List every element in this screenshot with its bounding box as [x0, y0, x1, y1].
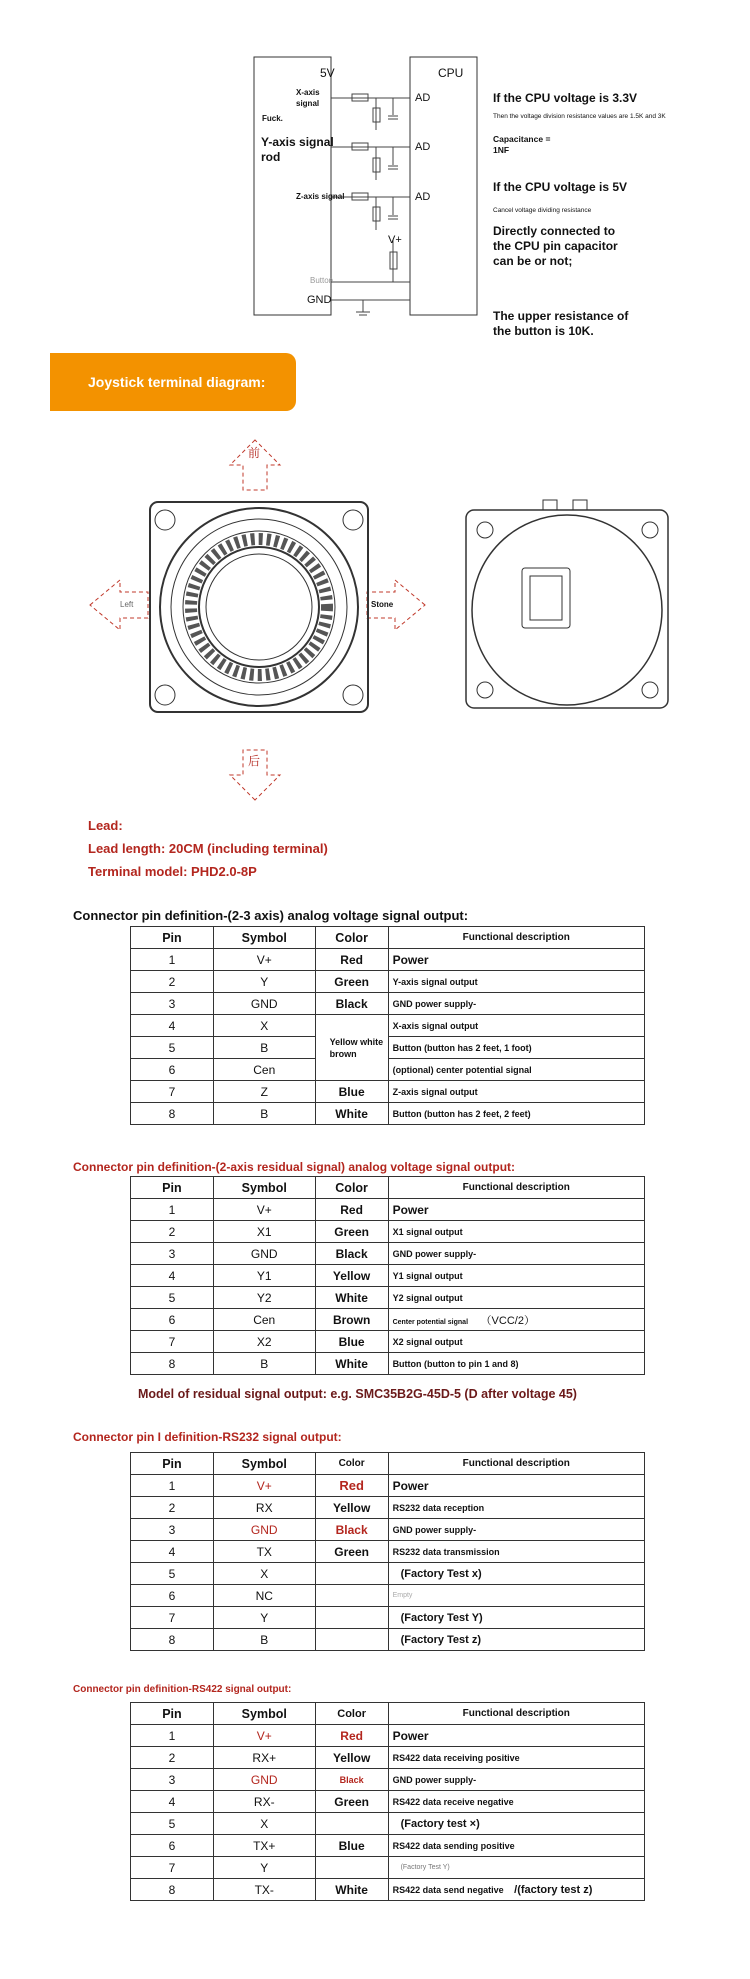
- pin-cell: 3: [131, 1243, 214, 1265]
- table-row: [131, 1769, 645, 1791]
- note-5v-body: Directly connected to the CPU pin capacitor can be or not;: [493, 224, 618, 268]
- pin-cell: 8: [131, 1353, 214, 1375]
- color-cell: Yellow: [315, 1497, 388, 1519]
- table-row: [131, 1353, 645, 1375]
- table-row: [131, 1879, 645, 1901]
- symbol-cell: V+: [213, 1475, 315, 1497]
- symbol-cell: X: [213, 1563, 315, 1585]
- pin-cell: 8: [131, 1103, 214, 1125]
- desc-cell: RS232 data reception: [388, 1497, 644, 1519]
- color-cell: [315, 1857, 388, 1879]
- button-label: Button: [310, 276, 334, 285]
- color-cell: Green: [315, 971, 388, 993]
- desc-cell: Button (button to pin 1 and 8): [388, 1353, 644, 1375]
- symbol-cell: TX: [213, 1541, 315, 1563]
- pin-cell: 8: [131, 1879, 214, 1901]
- table-row: [131, 1497, 645, 1519]
- joystick-diagram-banner: Joystick terminal diagram:: [50, 353, 296, 411]
- pin-cell: 2: [131, 971, 214, 993]
- pin-cell: 5: [131, 1563, 214, 1585]
- table-row: [131, 1015, 645, 1037]
- symbol-cell: NC: [213, 1585, 315, 1607]
- z-axis-label: Z-axis signal: [296, 192, 345, 201]
- desc-cell: GND power supply-: [388, 993, 644, 1015]
- table-row: [131, 1629, 645, 1651]
- header-color: Color: [315, 1177, 388, 1199]
- desc-cell: (Factory Test z): [388, 1629, 644, 1651]
- pin-table-analog-3axis: [130, 926, 645, 1125]
- table-row: [131, 1725, 645, 1747]
- desc-cell: Power: [388, 1475, 644, 1497]
- color-cell: White: [315, 1353, 388, 1375]
- color-cell: Black: [315, 1769, 388, 1791]
- joystick-drawing: [0, 420, 750, 820]
- header-color: Color: [315, 1703, 388, 1725]
- color-cell: Red: [315, 1725, 388, 1747]
- note-3v3-sub: Then the voltage division resistance values are 1.5K and 3K: [493, 113, 666, 120]
- color-cell-merged: Yellow white brown: [315, 1015, 388, 1081]
- header-desc: Functional description: [388, 1453, 644, 1475]
- header-pin: Pin: [131, 1703, 214, 1725]
- table-row: [131, 1813, 645, 1835]
- color-cell: White: [315, 1287, 388, 1309]
- desc-cell: X1 signal output: [388, 1221, 644, 1243]
- desc-text: RS422 data send negative: [392, 1884, 504, 1895]
- pin-cell: 1: [131, 949, 214, 971]
- pin-cell: 6: [131, 1059, 214, 1081]
- desc-cell: (Factory Test Y): [388, 1857, 644, 1879]
- table-row: [131, 1475, 645, 1497]
- desc-cell: Empty: [388, 1585, 644, 1607]
- desc-cell: Power: [388, 1199, 644, 1221]
- note-5v-title: If the CPU voltage is 5V: [493, 180, 628, 194]
- symbol-cell: Y1: [213, 1265, 315, 1287]
- header-desc: Functional description: [388, 1703, 644, 1725]
- pin-cell: 1: [131, 1475, 214, 1497]
- header-color: Color: [315, 1453, 388, 1475]
- color-cell: White: [315, 1103, 388, 1125]
- pin-cell: 5: [131, 1287, 214, 1309]
- symbol-cell: X1: [213, 1221, 315, 1243]
- pin-cell: 5: [131, 1813, 214, 1835]
- desc-cell: GND power supply-: [388, 1243, 644, 1265]
- table-row: [131, 1585, 645, 1607]
- desc-cell: X-axis signal output: [388, 1015, 644, 1037]
- header-desc: Functional description: [388, 927, 644, 949]
- residual-model-note: Model of residual signal output: e.g. SMC35B2G-45D-5 (D after voltage 45): [138, 1387, 577, 1401]
- header-color: Color: [315, 927, 388, 949]
- pin-cell: 1: [131, 1725, 214, 1747]
- ad-label-2: AD: [415, 141, 431, 153]
- color-cell: Brown: [315, 1309, 388, 1331]
- desc-extra: /(factory test z): [514, 1883, 593, 1896]
- symbol-cell: Y: [213, 1607, 315, 1629]
- ad-label-3: AD: [415, 191, 431, 203]
- table-row: [131, 1037, 645, 1059]
- vplus-label: V+: [388, 234, 402, 246]
- pin-cell: 6: [131, 1835, 214, 1857]
- gnd-label: GND: [307, 294, 332, 306]
- pin-cell: 2: [131, 1497, 214, 1519]
- pin-cell: 8: [131, 1629, 214, 1651]
- pin-cell: 7: [131, 1081, 214, 1103]
- color-cell: Black: [315, 1519, 388, 1541]
- symbol-cell: B: [213, 1103, 315, 1125]
- symbol-cell: B: [213, 1353, 315, 1375]
- table-header-row: [131, 1177, 645, 1199]
- symbol-cell: GND: [213, 993, 315, 1015]
- color-cell: Green: [315, 1221, 388, 1243]
- circuit-schematic: [0, 0, 750, 350]
- pin-cell: 7: [131, 1331, 214, 1353]
- table-row: [131, 1563, 645, 1585]
- pin-cell: 4: [131, 1541, 214, 1563]
- header-symbol: Symbol: [213, 927, 315, 949]
- desc-cell: RS422 data receiving positive: [388, 1747, 644, 1769]
- table-row: [131, 1835, 645, 1857]
- desc-cell: Button (button has 2 feet, 1 foot): [388, 1037, 644, 1059]
- header-symbol: Symbol: [213, 1453, 315, 1475]
- color-cell: [315, 1813, 388, 1835]
- ad-label-1: AD: [415, 92, 431, 104]
- symbol-cell: Cen: [213, 1309, 315, 1331]
- symbol-cell: Z: [213, 1081, 315, 1103]
- pin-cell: 4: [131, 1265, 214, 1287]
- right-label: Stone: [371, 600, 394, 609]
- table-row: [131, 1103, 645, 1125]
- label-5v: 5V: [320, 66, 335, 80]
- header-desc: Functional description: [388, 1177, 644, 1199]
- symbol-cell: Y: [213, 971, 315, 993]
- pin-cell: 2: [131, 1747, 214, 1769]
- pin-cell: 6: [131, 1585, 214, 1607]
- table-row: [131, 971, 645, 993]
- color-cell: White: [315, 1879, 388, 1901]
- desc-cell: Y-axis signal output: [388, 971, 644, 993]
- desc-cell: [388, 1309, 644, 1331]
- pin-cell: 2: [131, 1221, 214, 1243]
- desc-cell: Power: [388, 949, 644, 971]
- table4-title: Connector pin definition-RS422 signal output:: [73, 1684, 292, 1695]
- lead-length: Lead length: 20CM (including terminal): [88, 841, 328, 856]
- symbol-cell: Y: [213, 1857, 315, 1879]
- table-row: [131, 1607, 645, 1629]
- desc-cell: RS232 data transmission: [388, 1541, 644, 1563]
- symbol-cell: TX-: [213, 1879, 315, 1901]
- y-axis-label: Y-axis signal rod: [261, 135, 334, 164]
- symbol-cell: TX+: [213, 1835, 315, 1857]
- desc-cell: Y2 signal output: [388, 1287, 644, 1309]
- label-cpu: CPU: [438, 66, 464, 80]
- symbol-cell: X2: [213, 1331, 315, 1353]
- table-row: [131, 1747, 645, 1769]
- table1-title: Connector pin definition-(2-3 axis) analog voltage signal output:: [73, 908, 469, 923]
- desc-cell: GND power supply-: [388, 1769, 644, 1791]
- table-row: [131, 949, 645, 971]
- pin-cell: 6: [131, 1309, 214, 1331]
- color-cell: Red: [315, 1475, 388, 1497]
- table-row: [131, 1541, 645, 1563]
- pin-cell: 7: [131, 1857, 214, 1879]
- color-cell: Red: [315, 949, 388, 971]
- pin-table-analog-residual: [130, 1176, 645, 1375]
- desc-cell: Y1 signal output: [388, 1265, 644, 1287]
- color-cell: [315, 1563, 388, 1585]
- desc-cell: Button (button has 2 feet, 2 feet): [388, 1103, 644, 1125]
- pin-cell: 3: [131, 1519, 214, 1541]
- desc-extra: （VCC/2）: [480, 1314, 535, 1327]
- desc-cell: (Factory Test x): [388, 1563, 644, 1585]
- color-cell: [315, 1629, 388, 1651]
- back-label: 后: [248, 754, 261, 768]
- pin-cell: 7: [131, 1607, 214, 1629]
- symbol-cell: GND: [213, 1519, 315, 1541]
- desc-cell: GND power supply-: [388, 1519, 644, 1541]
- color-cell: Blue: [315, 1835, 388, 1857]
- table-row: [131, 1331, 645, 1353]
- desc-cell: RS422 data sending positive: [388, 1835, 644, 1857]
- desc-text: Center potential signal: [392, 1318, 469, 1326]
- fuck-label: Fuck.: [262, 114, 283, 123]
- pin-cell: 4: [131, 1791, 214, 1813]
- desc-cell: X2 signal output: [388, 1331, 644, 1353]
- color-cell: Blue: [315, 1081, 388, 1103]
- header-pin: Pin: [131, 1177, 214, 1199]
- color-cell: Black: [315, 993, 388, 1015]
- table-row: [131, 1287, 645, 1309]
- pin-table-rs422: [130, 1702, 645, 1901]
- desc-cell: (Factory Test Y): [388, 1607, 644, 1629]
- table-row: [131, 1059, 645, 1081]
- x-axis-label: X-axis signal: [296, 88, 320, 108]
- terminal-model: Terminal model: PHD2.0-8P: [88, 864, 257, 879]
- pin-table-rs232: [130, 1452, 645, 1651]
- table-row: [131, 993, 645, 1015]
- symbol-cell: B: [213, 1629, 315, 1651]
- color-cell: Blue: [315, 1331, 388, 1353]
- symbol-cell: RX: [213, 1497, 315, 1519]
- lead-title: Lead:: [88, 818, 123, 833]
- desc-cell: [388, 1879, 644, 1901]
- note-button-resistance: The upper resistance of the button is 10K.: [493, 309, 629, 338]
- table-row: [131, 1857, 645, 1879]
- table-row: [131, 1081, 645, 1103]
- left-label: Left: [120, 600, 134, 609]
- note-3v3-title: If the CPU voltage is 3.3V: [493, 91, 638, 105]
- symbol-cell: Cen: [213, 1059, 315, 1081]
- header-pin: Pin: [131, 1453, 214, 1475]
- table-row: [131, 1221, 645, 1243]
- front-label: 前: [248, 446, 261, 460]
- color-cell: [315, 1607, 388, 1629]
- table2-title: Connector pin definition-(2-axis residual signal) analog voltage signal output:: [73, 1160, 516, 1174]
- symbol-cell: RX+: [213, 1747, 315, 1769]
- symbol-cell: X: [213, 1813, 315, 1835]
- note-3v3-cap: Capacitance = 1NF: [493, 134, 551, 155]
- note-5v-sub: Cancel voltage dividing resistance: [493, 207, 592, 214]
- pin-cell: 3: [131, 993, 214, 1015]
- symbol-cell: V+: [213, 1725, 315, 1747]
- color-cell: Yellow: [315, 1747, 388, 1769]
- color-cell: Yellow: [315, 1265, 388, 1287]
- pin-cell: 1: [131, 1199, 214, 1221]
- header-pin: Pin: [131, 927, 214, 949]
- table-header-row: [131, 1703, 645, 1725]
- symbol-cell: GND: [213, 1769, 315, 1791]
- symbol-cell: V+: [213, 1199, 315, 1221]
- color-cell: [315, 1585, 388, 1607]
- table-header-row: [131, 1453, 645, 1475]
- symbol-cell: X: [213, 1015, 315, 1037]
- symbol-cell: GND: [213, 1243, 315, 1265]
- table-row: [131, 1243, 645, 1265]
- table-header-row: [131, 927, 645, 949]
- pin-cell: 5: [131, 1037, 214, 1059]
- desc-cell: Power: [388, 1725, 644, 1747]
- color-cell: Red: [315, 1199, 388, 1221]
- color-cell: Green: [315, 1541, 388, 1563]
- header-symbol: Symbol: [213, 1177, 315, 1199]
- table-row: [131, 1519, 645, 1541]
- table-row: [131, 1199, 645, 1221]
- header-symbol: Symbol: [213, 1703, 315, 1725]
- color-cell: Black: [315, 1243, 388, 1265]
- table3-title: Connector pin I definition-RS232 signal output:: [73, 1430, 342, 1444]
- symbol-cell: Y2: [213, 1287, 315, 1309]
- desc-cell: RS422 data receive negative: [388, 1791, 644, 1813]
- desc-cell: (Factory test ×): [388, 1813, 644, 1835]
- table-row: [131, 1265, 645, 1287]
- desc-cell: (optional) center potential signal: [388, 1059, 644, 1081]
- symbol-cell: V+: [213, 949, 315, 971]
- pin-cell: 3: [131, 1769, 214, 1791]
- pin-cell: 4: [131, 1015, 214, 1037]
- desc-cell: Z-axis signal output: [388, 1081, 644, 1103]
- color-cell: Green: [315, 1791, 388, 1813]
- symbol-cell: B: [213, 1037, 315, 1059]
- table-row: [131, 1309, 645, 1331]
- table-row: [131, 1791, 645, 1813]
- symbol-cell: RX-: [213, 1791, 315, 1813]
